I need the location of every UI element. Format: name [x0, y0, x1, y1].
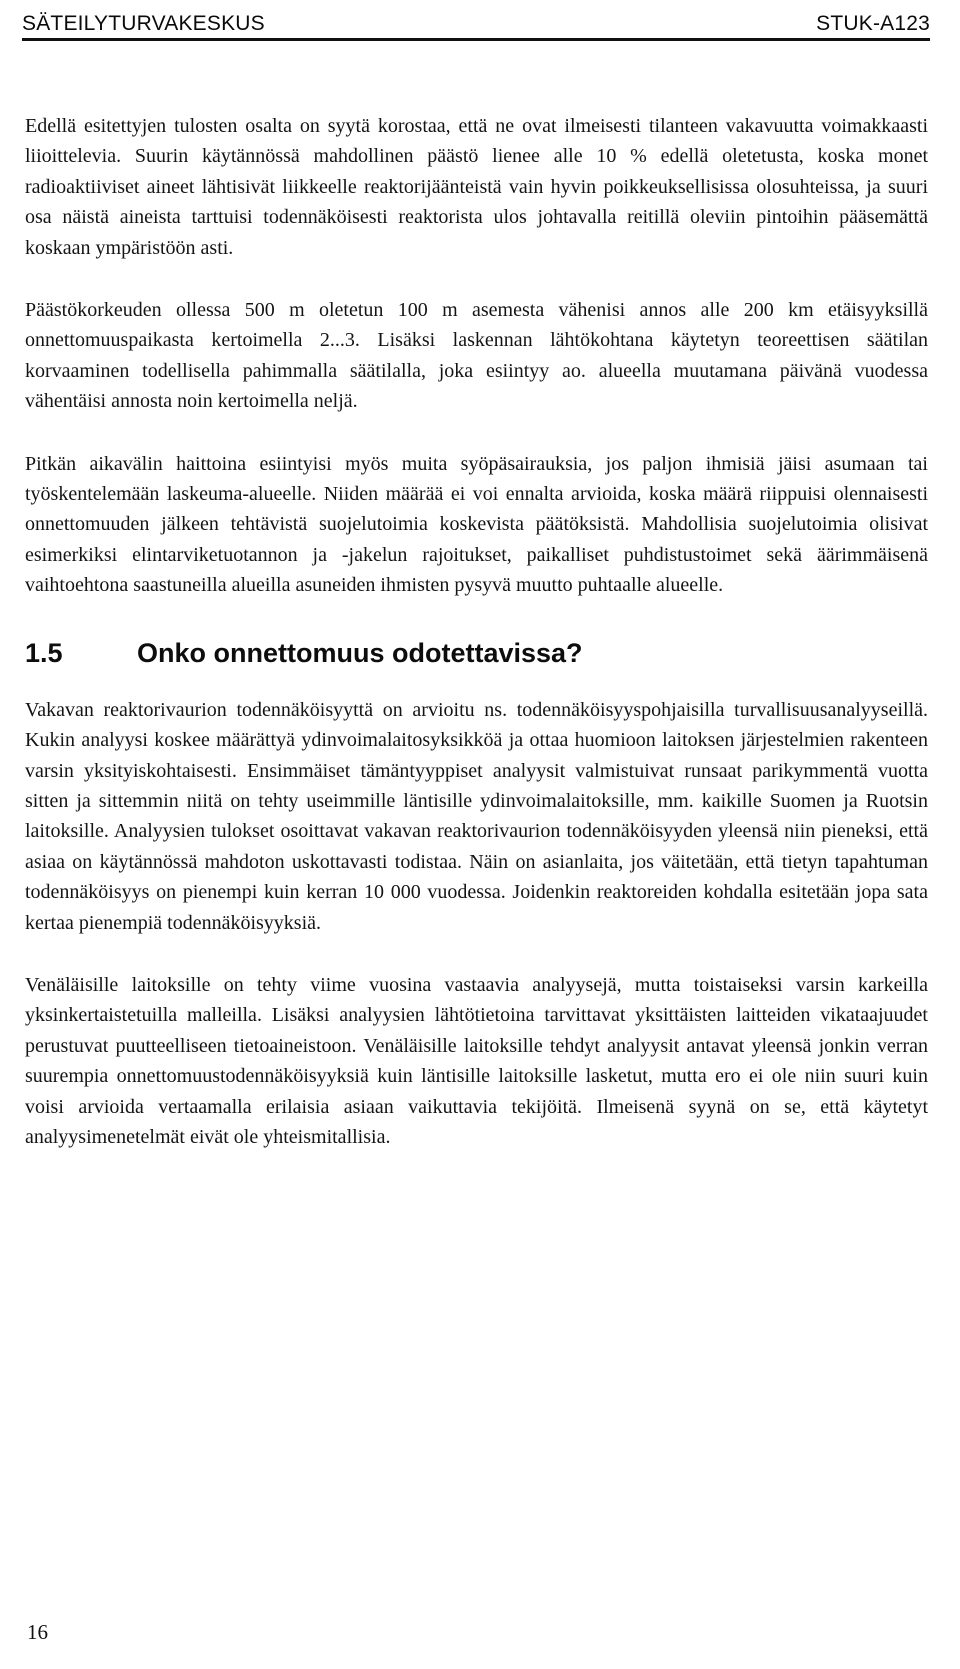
paragraph-2: Päästökorkeuden ollessa 500 m oletetun 100 m asemesta vähenisi annos alle 200 km etäisyyksillä onnettomuuspaikasta kertoimella 2...3. Lisäksi laskennan lähtökohtana käytetyn teoreettisen säätilan korvaaminen todellisella pahimmalla säätilalla, joka esiintyy ao. alueella muutamana päivänä vuodessa vähentäisi annosta noin kertoimella neljä.	[25, 299, 928, 413]
header-report-code: STUK-A123	[816, 12, 930, 35]
header-organization: SÄTEILYTURVAKESKUS	[22, 12, 265, 35]
paragraph-5: Venäläisille laitoksille on tehty viime vuosina vastaavia analyysejä, mutta toistaiseksi varsin karkeilla yksinkertaistetuilla malleilla. Lisäksi analyysien lähtötietoina tarvittavat yksittäisten laitteiden vikataajuudet perustuvat puutteelliseen tietoaineistoon. Venäläisille laitoksille tehdyt analyysit antavat yleensä jonkin verran suurempia onnettomuustodennäköisyyksiä kuin läntisille laitoksille lasketut, mutta ero ei ole niin suuri kuin voisi arvioida vertaamalla erilaisia asiaan vaikuttavia tekijöitä. Ilmeisenä syynä on se, että käytetyt analyysimenetelmät eivät ole yhteismitallisia.	[25, 973, 928, 1148]
section-title: Onko onnettomuus odotettavissa?	[137, 637, 583, 668]
running-header	[22, 6, 930, 36]
paragraph-3: Pitkän aikavälin haittoina esiintyisi myös muita syöpäsairauksia, jos paljon ihmisiä jäisi asumaan tai työskentelemään laskeuma-alueelle. Niiden määrää ei voi ennalta arvioida, koska määrä riippuisi olennaisesti onnettomuuden jälkeen tehtävistä suojelutoimia koskevista päätöksistä. Mahdollisia suojelutoimia olisivat esimerkiksi elintarviketuotannon ja -jakelun rajoitukset, paikalliset puhdistustoimet sekä äärimmäisenä vaihtoehtona saastuneilla alueilla asuneiden ihmisten pysyvä muutto puhtaalle alueelle.	[25, 452, 928, 597]
section-heading	[25, 633, 928, 673]
page-number: 16	[27, 1620, 48, 1644]
paragraph-1: Edellä esitettyjen tulosten osalta on syytä korostaa, että ne ovat ilmeisesti tilanteen vakavuutta voimakkaasti liioittelevia. Suurin käytännössä mahdollinen päästö lienee alle 10 % edellä oletetusta, koska monet radioaktiiviset aineet lähtisivät liikkeelle reaktorijäänteistä vain hyvin poikkeuksellisissa olosuhteissa, ja suuri osa näistä aineista tarttuisi todennäköisesti reaktorista ulos johtavalla reitillä oleviin pintoihin pääsemättä koskaan ympäristöön asti.	[25, 115, 928, 259]
header-divider	[22, 38, 930, 41]
body-text	[25, 111, 928, 1152]
section-number: 1.5	[25, 637, 63, 668]
paragraph-4: Vakavan reaktorivaurion todennäköisyyttä on arvioitu ns. todennäköisyyspohjaisilla turvallisuusanalyyseillä. Kukin analyysi koskee määrättyä ydinvoimalaitosyksikköä ja ottaa huomioon laitoksen järjestelmien rakenteen varsin yksityiskohtaisesti. Ensimmäiset tämäntyyppiset analyysit valmistuivat runsaat parikymmentä vuotta sitten ja sittemmin niitä on tehty useimmille läntisille ydinvoimalaitoksille, mm. kaikille Suomen ja Ruotsin laitoksille. Analyysien tulokset osoittavat vakavan reaktorivaurion todennäköisyyden yleensä niin pieneksi, että asiaa on käytännössä mahdoton uskottavasti todistaa. Näin on asianlaita, jos väitetään, että tietyn tapahtuman todennäköisyys on pienempi kuin kerran 10 000 vuodessa. Joidenkin reaktoreiden kohdalla esitetään jopa sata kertaa pienempiä todennäköisyyksiä.	[25, 698, 928, 934]
